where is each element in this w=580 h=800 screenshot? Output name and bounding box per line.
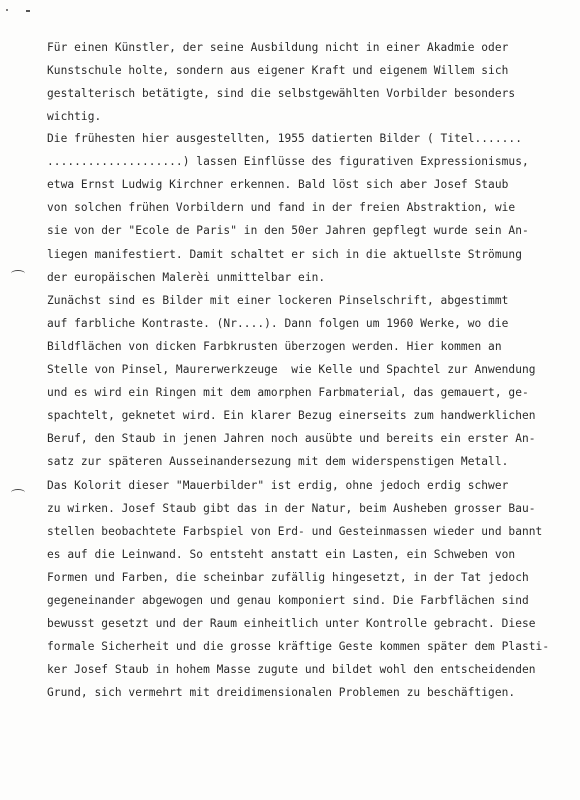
text-line: satz zur späteren Ausseinandersezung mit dem widerspenstigen Metall. [47,455,509,468]
text-line: formale Sicherheit und die grosse kräftige Geste kommen später dem Plasti- [47,640,550,653]
text-line: Stelle von Pinsel, Maurerwerkzeuge wie Kelle und Spachtel zur Anwendung [47,363,536,376]
text-line: gegeneinander abgewogen und genau komponiert sind. Die Farbflächen sind [47,594,529,607]
text-line: wichtig. [47,110,102,123]
text-line: zu wirken. Josef Staub gibt das in der Natur, beim Ausheben grosser Bau- [47,502,536,515]
text-line: Zunächst sind es Bilder mit einer lockeren Pinselschrift, abgestimmt [47,294,509,307]
text-line: Bildflächen von dicken Farbkrusten überzogen werden. Hier kommen an [47,340,502,353]
text-line: sie von der "Ecole de Paris" in den 50er Jahren gepflegt wurde sein An- [47,224,529,237]
margin-pencil-mark [11,489,25,496]
margin-pencil-mark [11,270,25,277]
text-line: Beruf, den Staub in jenen Jahren noch ausübte und bereits ein erster An- [47,432,536,445]
text-line: auf farbliche Kontraste. (Nr....). Dann folgen um 1960 Werke, wo die [47,317,509,330]
text-line: ker Josef Staub in hohem Masse zugute und bildet wohl den entscheidenden [47,663,536,676]
text-line: bewusst gesetzt und der Raum einheitlich unter Kontrolle gebracht. Diese [47,617,536,630]
text-line: Grund, sich vermehrt mit dreidimensionalen Problemen zu beschäftigen. [47,686,516,699]
text-line: Für einen Künstler, der seine Ausbildung nicht in einer Akadmie oder [47,41,509,54]
text-line: und es wird ein Ringen mit dem amorphen Farbmaterial, das gemauert, ge- [47,386,529,399]
text-line: Die frühesten hier ausgestellten, 1955 datierten Bilder ( Titel....... [47,132,522,145]
text-line: etwa Ernst Ludwig Kirchner erkennen. Bald löst sich aber Josef Staub [47,178,509,191]
text-line: es auf die Leinwand. So entsteht anstatt ein Lasten, ein Schweben von [47,548,516,561]
corner-dash-mark [26,10,30,12]
text-line: Das Kolorit dieser "Mauerbilder" ist erdig, ohne jedoch erdig schwer [47,479,509,492]
text-line: ....................) lassen Einflüsse des figurativen Expressionismus, [47,155,529,168]
text-line: spachtelt, geknetet wird. Ein klarer Bezug einerseits zum handwerklichen [47,409,536,422]
text-line: liegen manifestiert. Damit schaltet er sich in die aktuellste Strömung [47,248,522,261]
corner-mark [6,9,8,11]
text-line: von solchen frühen Vorbildern und fand in der freien Abstraktion, wie [47,201,516,214]
text-line: gestalterisch betätigte, sind die selbstgewählten Vorbilder besonders [47,87,516,100]
text-line: Formen und Farben, die scheinbar zufällig hingesetzt, in der Tat jedoch [47,571,529,584]
text-line: stellen beobachtete Farbspiel von Erd- und Gesteinmassen wieder und bannt [47,525,543,538]
text-line: der europäischen Malerèi unmittelbar ein. [47,271,326,284]
text-line: Kunstschule holte, sondern aus eigener Kraft und eigenem Willem sich [47,64,509,77]
